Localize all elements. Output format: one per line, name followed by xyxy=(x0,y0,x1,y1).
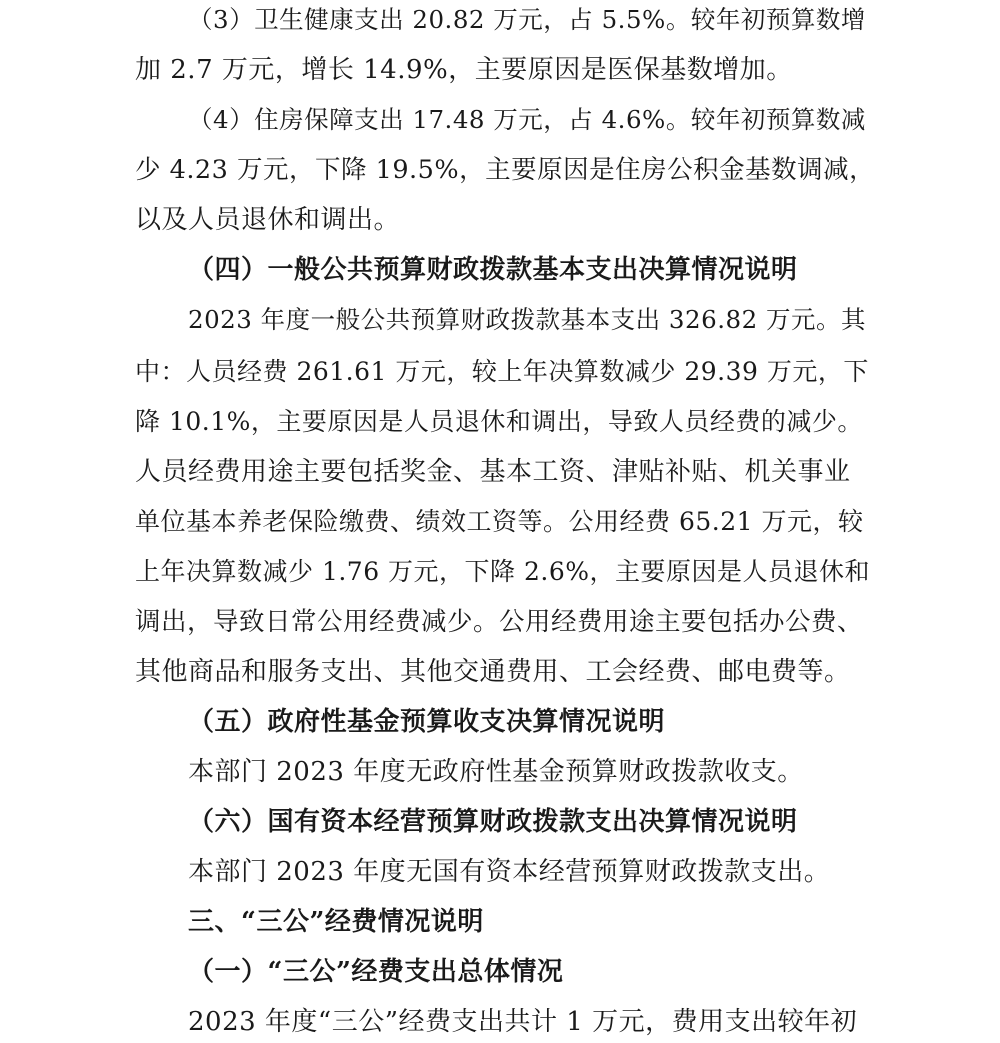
paragraph-line: 其他商品和服务支出、其他交通费用、工会经费、邮电费等。 xyxy=(135,657,851,687)
chapter-heading: 三、“三公”经费情况说明 xyxy=(188,907,484,937)
paragraph-line: 单位基本养老保险缴费、绩效工资等。公用经费 65.21 万元，较 xyxy=(135,507,864,536)
paragraph-line: 本部门 2023 年度无政府性基金预算财政拨款收支。 xyxy=(188,757,804,787)
paragraph-line: 降 10.1%，主要原因是人员退休和调出，导致人员经费的减少。 xyxy=(135,407,863,436)
paragraph-line: 上年决算数减少 1.76 万元，下降 2.6%，主要原因是人员退休和 xyxy=(135,557,871,586)
paragraph-line: （4）住房保障支出 17.48 万元，占 4.6%。较年初预算数减 xyxy=(188,105,866,134)
paragraph-line: 中：人员经费 261.61 万元，较上年决算数减少 29.39 万元，下 xyxy=(135,357,869,386)
paragraph-line: 本部门 2023 年度无国有资本经营预算财政拨款支出。 xyxy=(188,857,831,887)
paragraph-line: 2023 年度一般公共预算财政拨款基本支出 326.82 万元。其 xyxy=(188,305,866,334)
section-heading: （六）国有资本经营预算财政拨款支出决算情况说明 xyxy=(188,807,798,837)
paragraph-line: 以及人员退休和调出。 xyxy=(135,205,401,235)
section-heading: （四）一般公共预算财政拨款基本支出决算情况说明 xyxy=(188,255,798,285)
paragraph-line: 少 4.23 万元，下降 19.5%，主要原因是住房公积金基数调减， xyxy=(135,155,876,185)
paragraph-line: 2023 年度“三公”经费支出共计 1 万元，费用支出较年初 xyxy=(188,1007,858,1037)
paragraph-line: （3）卫生健康支出 20.82 万元，占 5.5%。较年初预算数增 xyxy=(188,5,866,34)
section-heading: （五）政府性基金预算收支决算情况说明 xyxy=(188,707,666,737)
paragraph-line: 加 2.7 万元，增长 14.9%，主要原因是医保基数增加。 xyxy=(135,55,793,85)
paragraph-line: 人员经费用途主要包括奖金、基本工资、津贴补贴、机关事业 xyxy=(135,457,851,487)
section-heading: （一）“三公”经费支出总体情况 xyxy=(188,957,564,987)
paragraph-line: 调出，导致日常公用经费减少。公用经费用途主要包括办公费、 xyxy=(135,607,864,637)
